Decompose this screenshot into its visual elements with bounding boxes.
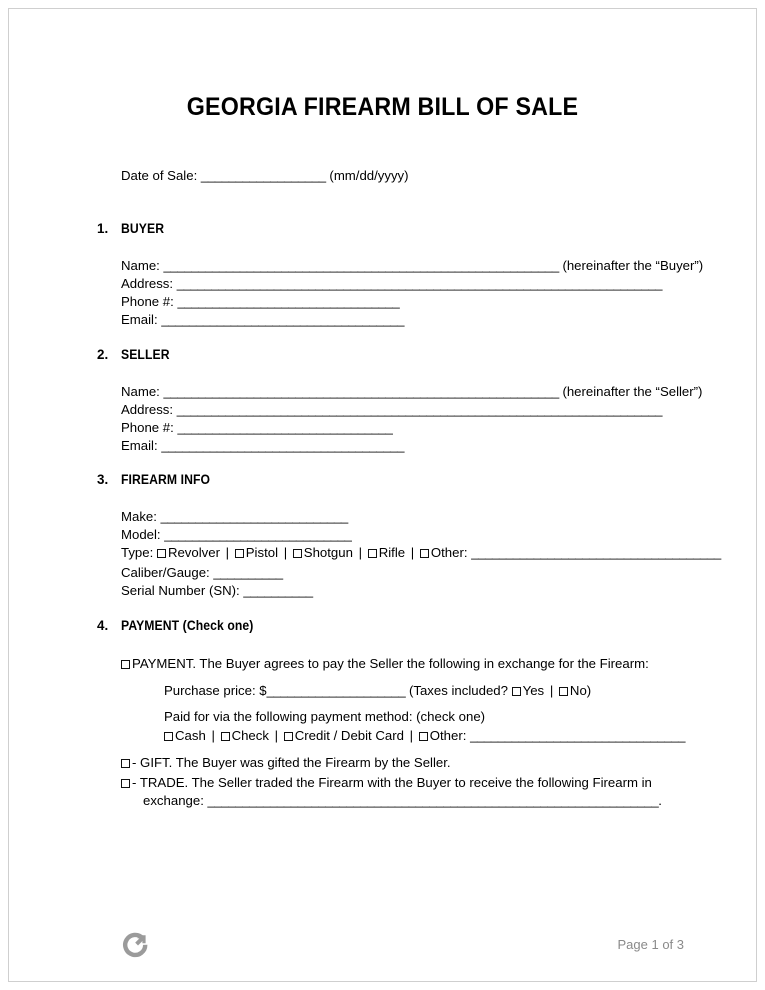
type-separator-3: |: [358, 545, 363, 560]
page-indicator: Page 1 of 3: [617, 937, 684, 952]
circle-arrow-logo-icon: [121, 929, 151, 959]
type-separator-2: |: [283, 545, 288, 560]
firearm-make-line: [121, 508, 348, 526]
taxes-separator: |: [549, 683, 554, 698]
buyer-email-blank[interactable]: ___________________________________: [161, 312, 405, 327]
buyer-address-line: [121, 275, 662, 293]
firearm-type-option-pistol: Pistol: [245, 545, 279, 560]
method-separator-1: |: [211, 728, 215, 743]
purchase-price-blank[interactable]: ____________________: [266, 683, 406, 698]
method-option-check: Check: [231, 728, 269, 743]
taxes-yes-label: Yes: [522, 683, 545, 698]
trade-exchange-label: exchange:: [143, 793, 204, 808]
checkbox-type-revolver[interactable]: [157, 549, 166, 558]
firearm-type-option-rifle: Rifle: [378, 545, 406, 560]
firearm-model-label: Model:: [121, 527, 161, 542]
buyer-phone-line: [121, 293, 399, 311]
checkbox-type-rifle[interactable]: [368, 549, 377, 558]
purchase-price-label: Purchase price: $: [164, 683, 267, 698]
page-sheet: [8, 8, 757, 982]
method-option-cash: Cash: [175, 728, 206, 743]
checkbox-method-check[interactable]: [221, 732, 230, 741]
firearm-caliber-line: [121, 564, 283, 582]
checkbox-payment[interactable]: [121, 660, 130, 669]
seller-name-suffix: (hereinafter the “Seller”): [562, 384, 703, 399]
checkbox-taxes-yes[interactable]: [512, 687, 521, 696]
seller-phone-label: Phone #:: [121, 420, 174, 435]
checkbox-type-other[interactable]: [420, 549, 429, 558]
section-number-payment: 4.: [97, 618, 109, 633]
firearm-serial-line: [121, 582, 313, 600]
firearm-type-other-label: Other:: [430, 545, 468, 560]
trade-option-line: [121, 774, 652, 792]
buyer-name-label: Name:: [121, 258, 160, 273]
date-format-hint: (mm/dd/yyyy): [329, 168, 409, 183]
method-other-blank[interactable]: _______________________________: [470, 728, 686, 743]
checkbox-method-other[interactable]: [419, 732, 428, 741]
buyer-email-line: [121, 311, 404, 329]
buyer-email-label: Email:: [121, 312, 158, 327]
buyer-name-suffix: (hereinafter the “Buyer”): [562, 258, 704, 273]
seller-phone-line: [121, 419, 392, 437]
seller-email-label: Email:: [121, 438, 158, 453]
trade-exchange-blank[interactable]: _________________________________________________________________.: [207, 793, 662, 808]
firearm-caliber-label: Caliber/Gauge:: [121, 565, 210, 580]
section-number-buyer: 1.: [97, 221, 109, 236]
method-separator-2: |: [274, 728, 279, 743]
firearm-model-line: [121, 526, 352, 544]
type-separator-4: |: [410, 545, 415, 560]
firearm-type-line: [121, 544, 721, 562]
buyer-name-blank[interactable]: _________________________________________________________: [163, 258, 559, 273]
checkbox-gift[interactable]: [121, 759, 130, 768]
section-heading-seller: SELLER: [121, 347, 170, 362]
firearm-make-label: Make:: [121, 509, 157, 524]
seller-phone-blank[interactable]: _______________________________: [177, 420, 393, 435]
firearm-type-other-blank[interactable]: ____________________________________: [471, 545, 721, 560]
seller-address-label: Address:: [121, 402, 174, 417]
method-option-card: Credit / Debit Card: [294, 728, 404, 743]
firearm-type-label: Type:: [121, 545, 154, 560]
payment-option-text: PAYMENT. The Buyer agrees to pay the Seller the following in exchange for the Firearm:: [132, 656, 649, 671]
firearm-caliber-blank[interactable]: __________: [213, 565, 283, 580]
checkbox-type-shotgun[interactable]: [293, 549, 302, 558]
type-separator-1: |: [225, 545, 230, 560]
payment-method-options: [164, 727, 685, 745]
method-other-label: Other:: [429, 728, 467, 743]
method-separator-3: |: [409, 728, 414, 743]
section-number-seller: 2.: [97, 347, 109, 362]
section-heading-firearm: FIREARM INFO: [121, 472, 211, 487]
seller-email-blank[interactable]: ___________________________________: [161, 438, 405, 453]
page-content: [9, 9, 756, 981]
buyer-phone-blank[interactable]: ________________________________: [177, 294, 400, 309]
trade-option-text: - TRADE. The Seller traded the Firearm with the Buyer to receive the following Firearm in: [132, 775, 652, 790]
buyer-address-label: Address:: [121, 276, 174, 291]
firearm-make-blank[interactable]: ___________________________: [160, 509, 348, 524]
section-heading-payment: PAYMENT (Check one): [121, 618, 254, 633]
section-heading-buyer: BUYER: [121, 221, 165, 236]
firearm-serial-label: Serial Number (SN):: [121, 583, 240, 598]
checkbox-trade[interactable]: [121, 779, 130, 788]
buyer-name-line: [121, 257, 703, 275]
seller-address-line: [121, 401, 662, 419]
gift-option-text: - GIFT. The Buyer was gifted the Firearm by the Seller.: [132, 755, 451, 770]
purchase-price-line: [164, 682, 591, 700]
seller-address-blank[interactable]: ______________________________________________________________________: [176, 402, 663, 417]
firearm-type-option-revolver: Revolver: [167, 545, 220, 560]
date-of-sale-label: Date of Sale:: [121, 168, 198, 183]
page-title: GEORGIA FIREARM BILL OF SALE: [186, 93, 579, 121]
taxes-no-label: No): [569, 683, 592, 698]
section-number-firearm: 3.: [97, 472, 109, 487]
firearm-serial-blank[interactable]: __________: [243, 583, 313, 598]
seller-name-line: [121, 383, 702, 401]
date-of-sale-blank[interactable]: __________________: [200, 168, 326, 183]
firearm-type-option-shotgun: Shotgun: [303, 545, 353, 560]
checkbox-method-cash[interactable]: [164, 732, 173, 741]
buyer-address-blank[interactable]: ______________________________________________________________________: [176, 276, 663, 291]
payment-option-line: [121, 655, 649, 673]
firearm-model-blank[interactable]: ___________________________: [164, 527, 352, 542]
checkbox-taxes-no[interactable]: [559, 687, 568, 696]
buyer-phone-label: Phone #:: [121, 294, 174, 309]
taxes-question: (Taxes included?: [408, 683, 508, 698]
checkbox-type-pistol[interactable]: [235, 549, 244, 558]
seller-name-label: Name:: [121, 384, 160, 399]
trade-exchange-line: [143, 792, 662, 810]
seller-name-blank[interactable]: _________________________________________________________: [163, 384, 559, 399]
date-of-sale-line: [121, 167, 409, 185]
checkbox-method-card[interactable]: [284, 732, 293, 741]
payment-method-intro: Paid for via the following payment method: (check one): [164, 709, 486, 724]
seller-email-line: [121, 437, 404, 455]
gift-option-line: [121, 754, 451, 772]
